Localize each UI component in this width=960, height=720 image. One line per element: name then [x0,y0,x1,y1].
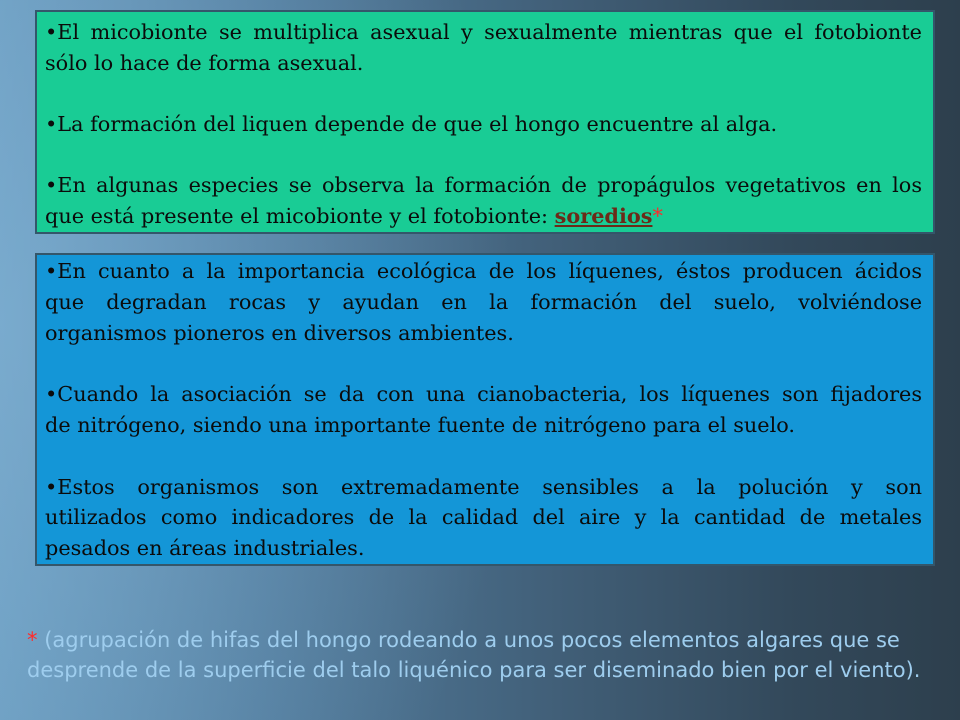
line-text: La formación del liquen depende de que el hongo encuentre al alga. [57,111,778,136]
footnote-line [27,625,920,655]
footnote-asterisk: * [27,628,38,652]
bullet-line [45,318,922,349]
line-text: sólo lo hace de forma asexual. [45,50,364,75]
bullet-line [45,410,922,441]
line-text: El micobionte se multiplica asexual y sexualmente mientras que el fotobionte [57,20,922,44]
green-text-box [35,10,935,234]
bullet-line [45,379,922,410]
footnote-asterisk: * [652,203,663,228]
bullet-line [45,472,922,503]
line-text: En cuanto a la importancia ecológica de los líquenes, éstos producen ácidos [57,259,922,283]
bullet-marker: • [45,111,58,136]
bullet-line [45,170,922,201]
line-text: Cuando la asociación se da con una cianobacteria, los líquenes son fijadores [57,382,922,407]
bullet-point [45,472,922,564]
bullet-line [45,256,922,287]
line-text: de nitrógeno, siendo una importante fuente de nitrógeno para el suelo. [45,412,796,437]
bullet-line [45,201,922,232]
blue-text-box [35,253,935,566]
bullet-point [45,17,922,78]
bullet-line [45,502,922,533]
bullet-marker: • [45,474,58,499]
line-text: organismos pioneros en diversos ambientes. [45,320,514,345]
bullet-marker: • [45,259,58,283]
bullet-marker: • [45,20,58,44]
footnote-text: desprende de la superficie del talo liquénico para ser diseminado bien por el viento). [27,658,921,682]
footnote-line [27,655,920,685]
footnote [27,625,920,685]
bullet-line [45,109,922,140]
line-text: utilizados como indicadores de la calidad del aire y la cantidad de metales [45,505,922,530]
key-term: soredios [554,202,653,228]
bullet-line [45,48,922,79]
bullet-point [45,109,922,140]
line-text: que degradan rocas y ayudan en la formación del suelo, volviéndose [45,289,922,314]
line-text: pesados en áreas industriales. [45,536,365,561]
bullet-marker: • [45,382,58,407]
bullet-line [45,533,922,564]
bullet-point [45,379,922,441]
bullet-point [45,256,922,348]
bullet-line [45,287,922,318]
bullet-line [45,17,922,48]
line-text: Estos organismos son extremadamente sensibles a la polución y son [57,474,922,499]
bullet-point [45,170,922,231]
line-text: que está presente el micobionte y el fotobionte: [45,203,549,228]
bullet-marker: • [45,172,58,197]
line-text: En algunas especies se observa la formación de propágulos vegetativos en los [57,172,922,197]
footnote-text: (agrupación de hifas del hongo rodeando a unos pocos elementos algares que se [44,628,900,652]
